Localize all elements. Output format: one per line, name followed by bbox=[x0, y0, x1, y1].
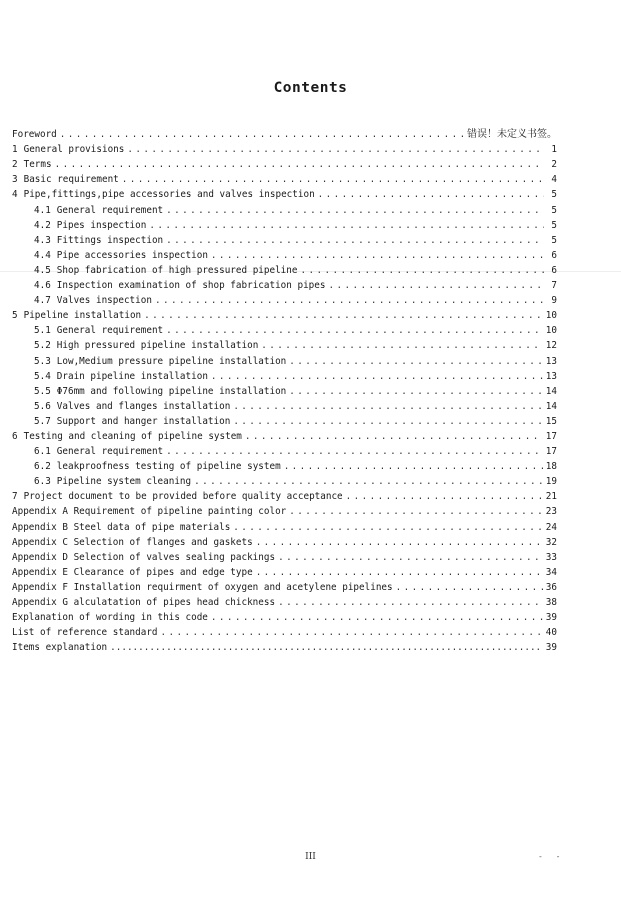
toc-entry-label: List of reference standard bbox=[12, 627, 158, 639]
toc-entry-label: Terms bbox=[23, 159, 52, 171]
toc-entry-page: 5 bbox=[551, 234, 557, 246]
toc-entry[interactable] bbox=[12, 201, 557, 216]
dot-leader bbox=[60, 129, 464, 141]
toc-entry-page: 17 bbox=[545, 446, 557, 458]
toc-entry[interactable] bbox=[12, 503, 557, 518]
toc-entry-page: 19 bbox=[545, 476, 557, 488]
toc-entry-number: 5.3 bbox=[34, 355, 51, 367]
dot-leader bbox=[149, 220, 544, 232]
toc-entry-label: General requirement bbox=[56, 204, 164, 216]
toc-entry-page: 39 bbox=[545, 612, 557, 624]
toc-entry-label: General provisions bbox=[23, 144, 125, 156]
toc-entry-page: 32 bbox=[545, 536, 557, 548]
toc-entry[interactable] bbox=[12, 368, 557, 383]
dot-leader bbox=[278, 597, 543, 609]
toc-entry-label: High pressured pipeline installation bbox=[56, 340, 259, 352]
toc-entry-page: 17 bbox=[545, 430, 557, 442]
toc-entry[interactable] bbox=[12, 518, 557, 533]
toc-entry[interactable] bbox=[12, 171, 557, 186]
toc-entry-page: 5 bbox=[551, 219, 557, 231]
toc-entry-label: Items explanation bbox=[12, 642, 108, 654]
toc-entry[interactable] bbox=[12, 352, 557, 367]
toc-entry[interactable] bbox=[12, 292, 557, 307]
toc-entry-number: 4.7 bbox=[34, 295, 51, 307]
toc-entry-page: 18 bbox=[545, 461, 557, 473]
dot-leader bbox=[155, 295, 544, 307]
toc-entry-number: 5.6 bbox=[34, 400, 51, 412]
toc-entry-page: 34 bbox=[545, 566, 557, 578]
toc-entry[interactable] bbox=[12, 594, 557, 609]
toc-entry-label: General requirement bbox=[56, 325, 164, 337]
toc-entry-number: 4.6 bbox=[34, 280, 51, 292]
toc-entry[interactable] bbox=[12, 458, 557, 473]
dot-leader bbox=[211, 250, 544, 262]
toc-entry-number: 5.2 bbox=[34, 340, 51, 352]
toc-entry-page: 6 bbox=[551, 264, 557, 276]
dot-leader bbox=[110, 642, 543, 654]
toc-entry-page: 13 bbox=[545, 355, 557, 367]
toc-entry-page: 4 bbox=[551, 174, 557, 186]
toc-entry-label: Pipeline system cleaning bbox=[56, 476, 192, 488]
dot-leader bbox=[256, 537, 543, 549]
toc-entry-page: 错误！未定义书签。 bbox=[467, 129, 557, 141]
toc-entry[interactable] bbox=[12, 564, 557, 579]
toc-entry-label: Pipe accessories inspection bbox=[56, 249, 208, 261]
toc-entry-number: 7 bbox=[12, 491, 18, 503]
toc-entry-number: 4 bbox=[12, 189, 18, 201]
toc-entry-page: 13 bbox=[545, 370, 557, 382]
dot-leader bbox=[328, 280, 544, 292]
toc-entry-number: 6 bbox=[12, 430, 18, 442]
toc-entry[interactable] bbox=[12, 473, 557, 488]
page-number: III bbox=[305, 852, 316, 862]
toc-entry[interactable] bbox=[12, 337, 557, 352]
toc-entry-label: Φ76mm and following pipeline installation bbox=[56, 385, 287, 397]
toc-entry-page: 14 bbox=[545, 400, 557, 412]
toc-entry-number: 5.1 bbox=[34, 325, 51, 337]
dot-leader bbox=[127, 144, 544, 156]
toc-entry[interactable] bbox=[12, 413, 557, 428]
toc-entry-page: 36 bbox=[545, 581, 557, 593]
toc-entry-label: Pipes inspection bbox=[56, 219, 147, 231]
dot-leader bbox=[144, 310, 543, 322]
dot-leader bbox=[318, 189, 544, 201]
toc-entry-page: 7 bbox=[551, 280, 557, 292]
toc-entry-label: Shop fabrication of high pressured pipeline bbox=[56, 264, 298, 276]
toc-entry-page: 9 bbox=[551, 295, 557, 307]
dot-leader bbox=[166, 446, 543, 458]
toc-entry[interactable] bbox=[12, 428, 557, 443]
toc-entry-label: Testing and cleaning of pipeline system bbox=[23, 430, 242, 442]
dot-leader bbox=[166, 235, 544, 247]
toc-entry-page: 24 bbox=[545, 521, 557, 533]
toc-entry-label: Drain pipeline installation bbox=[56, 370, 208, 382]
toc-entry[interactable] bbox=[12, 398, 557, 413]
toc-entry-label: leakproofness testing of pipeline system bbox=[56, 461, 281, 473]
toc-entry[interactable] bbox=[12, 217, 557, 232]
dot-leader bbox=[122, 174, 544, 186]
toc-entry-number: 1 bbox=[12, 144, 18, 156]
toc-entry-number: 4.3 bbox=[34, 234, 51, 246]
toc-entry-label: Appendix E Clearance of pipes and edge type bbox=[12, 566, 253, 578]
toc-entry[interactable] bbox=[12, 443, 557, 458]
dot-leader bbox=[261, 340, 543, 352]
toc-entry[interactable] bbox=[12, 534, 557, 549]
toc-entry[interactable] bbox=[12, 247, 557, 262]
dot-leader bbox=[278, 552, 543, 564]
toc-entry[interactable] bbox=[12, 639, 557, 654]
toc-entry-page: 14 bbox=[545, 385, 557, 397]
toc-entry-number: 6.3 bbox=[34, 476, 51, 488]
toc-entry-page: 6 bbox=[551, 249, 557, 261]
toc-entry-label: Appendix B Steel data of pipe materials bbox=[12, 521, 231, 533]
toc-entry[interactable] bbox=[12, 262, 557, 277]
dot-leader bbox=[211, 612, 543, 624]
toc-entry-label: Inspection examination of shop fabrication pipes bbox=[56, 280, 326, 292]
toc-entry-page: 2 bbox=[551, 159, 557, 171]
toc-entry-label: Explanation of wording in this code bbox=[12, 612, 208, 624]
toc-entry-page: 10 bbox=[545, 310, 557, 322]
dot-leader bbox=[166, 325, 543, 337]
dot-leader bbox=[194, 476, 543, 488]
toc-entry-number: 4.1 bbox=[34, 204, 51, 216]
dot-leader bbox=[233, 401, 542, 413]
toc-entry[interactable] bbox=[12, 126, 557, 141]
toc-entry-label: Appendix A Requirement of pipeline painting color bbox=[12, 506, 287, 518]
dot-leader bbox=[233, 522, 543, 534]
dot-leader bbox=[245, 431, 543, 443]
page-title: Contents bbox=[273, 80, 348, 96]
toc-entry-page: 12 bbox=[545, 340, 557, 352]
toc-entry-number: 2 bbox=[12, 159, 18, 171]
toc-entry-label: Support and hanger installation bbox=[56, 415, 231, 427]
toc-entry-label: Fittings inspection bbox=[56, 234, 164, 246]
dot-leader bbox=[289, 506, 543, 518]
toc-entry[interactable] bbox=[12, 488, 557, 503]
toc-entry[interactable] bbox=[12, 624, 557, 639]
toc-entry-label: Valves and flanges installation bbox=[56, 400, 231, 412]
toc-entry[interactable] bbox=[12, 322, 557, 337]
toc-entry-page: 15 bbox=[545, 415, 557, 427]
toc-entry[interactable] bbox=[12, 579, 557, 594]
dot-leader bbox=[256, 567, 543, 579]
toc-entry-number: 5 bbox=[12, 310, 18, 322]
dot-leader bbox=[300, 265, 544, 277]
toc-entry-page: 38 bbox=[545, 597, 557, 608]
toc-entry-label: Project document to be provided before quality acceptance bbox=[23, 491, 343, 503]
toc-entry[interactable] bbox=[12, 186, 557, 201]
toc-entry-number: 5.4 bbox=[34, 370, 51, 382]
toc-entry-number: 5.7 bbox=[34, 415, 51, 427]
toc-entry-label: Appendix D Selection of valves sealing packings bbox=[12, 551, 276, 563]
dot-leader bbox=[346, 491, 543, 503]
toc-entry[interactable] bbox=[12, 277, 557, 292]
dot-leader bbox=[233, 416, 542, 428]
toc-entry-page: 1 bbox=[551, 144, 557, 156]
table-of-contents bbox=[12, 126, 557, 654]
toc-entry-label: Basic requirement bbox=[23, 174, 119, 186]
toc-entry[interactable] bbox=[12, 383, 557, 398]
toc-entry-page: 10 bbox=[545, 325, 557, 337]
dot-leader bbox=[55, 159, 544, 171]
corner-mark: - - bbox=[538, 852, 565, 861]
dot-leader bbox=[289, 386, 543, 398]
dot-leader bbox=[289, 356, 543, 368]
toc-entry[interactable] bbox=[12, 141, 557, 156]
toc-entry-label: Pipeline installation bbox=[23, 310, 142, 322]
toc-entry-label: Low,Medium pressure pipeline installation bbox=[56, 355, 287, 367]
toc-entry-label: Pipe,fittings,pipe accessories and valves inspection bbox=[23, 189, 315, 201]
dot-leader bbox=[211, 371, 543, 383]
dot-leader bbox=[166, 205, 544, 217]
toc-entry-page: 21 bbox=[545, 491, 557, 503]
toc-entry-number: 5.5 bbox=[34, 385, 51, 397]
toc-entry-number: 6.2 bbox=[34, 461, 51, 473]
dot-leader bbox=[161, 627, 543, 639]
toc-entry[interactable] bbox=[12, 307, 557, 322]
toc-entry-page: 39 bbox=[545, 642, 557, 654]
toc-entry-label: Appendix F Installation requirment of oxygen and acetylene pipelines bbox=[12, 581, 393, 593]
toc-entry-number: 4.4 bbox=[34, 249, 51, 261]
toc-entry-number: 6.1 bbox=[34, 446, 51, 458]
toc-entry[interactable] bbox=[12, 609, 557, 624]
toc-entry[interactable] bbox=[12, 232, 557, 247]
toc-entry-page: 5 bbox=[551, 204, 557, 216]
toc-entry[interactable] bbox=[12, 549, 557, 564]
toc-entry-page: 23 bbox=[545, 506, 557, 518]
dot-leader bbox=[396, 582, 543, 594]
toc-entry-number: 4.5 bbox=[34, 264, 51, 276]
toc-entry-number: 4.2 bbox=[34, 219, 51, 231]
toc-entry-page: 5 bbox=[551, 189, 557, 201]
toc-entry-label: Appendix G alculatation of pipes head chickness bbox=[12, 597, 276, 608]
toc-entry-label: Valves inspection bbox=[56, 295, 152, 307]
toc-entry-page: 40 bbox=[545, 627, 557, 639]
toc-entry-page: 33 bbox=[545, 551, 557, 563]
toc-entry-label: Foreword bbox=[12, 129, 57, 141]
toc-entry-label: General requirement bbox=[56, 446, 164, 458]
toc-entry[interactable] bbox=[12, 156, 557, 171]
dot-leader bbox=[284, 461, 543, 473]
toc-entry-number: 3 bbox=[12, 174, 18, 186]
toc-entry-label: Appendix C Selection of flanges and gaskets bbox=[12, 536, 253, 548]
